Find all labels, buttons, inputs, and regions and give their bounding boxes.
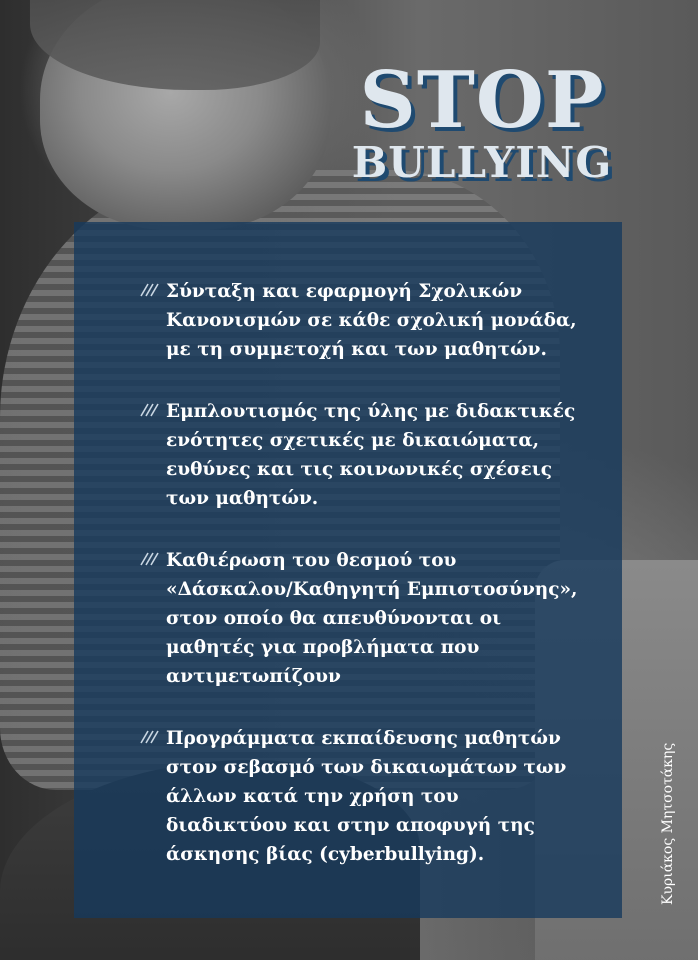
list-item [166,724,586,869]
hatch-bullet-icon [140,730,160,744]
list-item-text: Εμπλουτισμός της ύλης με διδακτικές ενότητες σχετικές με δικαιώματα, ευθύνες και τις κοινωνικές σχέσεις των μαθητών. [166,401,576,509]
author-signature: Κυριάκος Μητσοτάκης [660,742,676,905]
measures-list [166,277,586,902]
title-bullying: BULLYING [351,138,613,187]
list-item-text: Σύνταξη και εφαρμογή Σχολικών Κανονισμών σε κάθε σχολική μονάδα, με τη συμμετοχή και των μαθητών. [166,281,577,360]
poster-title [322,55,642,187]
list-item-text: Καθιέρωση του θεσμού του «Δάσκαλου/Καθηγητή Εμπιστοσύνης», στον οποίο θα απευθύνονται οι μαθητές για προβλήματα που αντιμετωπίζουν [166,550,578,687]
list-item [166,277,586,364]
hatch-bullet-icon [140,552,160,566]
measures-panel [74,222,622,918]
title-stop: STOP [359,55,605,146]
list-item [166,546,586,691]
list-item [166,397,586,513]
list-item-text: Προγράμματα εκπαίδευσης μαθητών στον σεβασμό των δικαιωμάτων των άλλων κατά την χρήση του διαδικτύου και στην αποφυγή της άσκησης βίας (cyberbullying). [166,728,567,865]
hatch-bullet-icon [140,283,160,297]
hatch-bullet-icon [140,403,160,417]
